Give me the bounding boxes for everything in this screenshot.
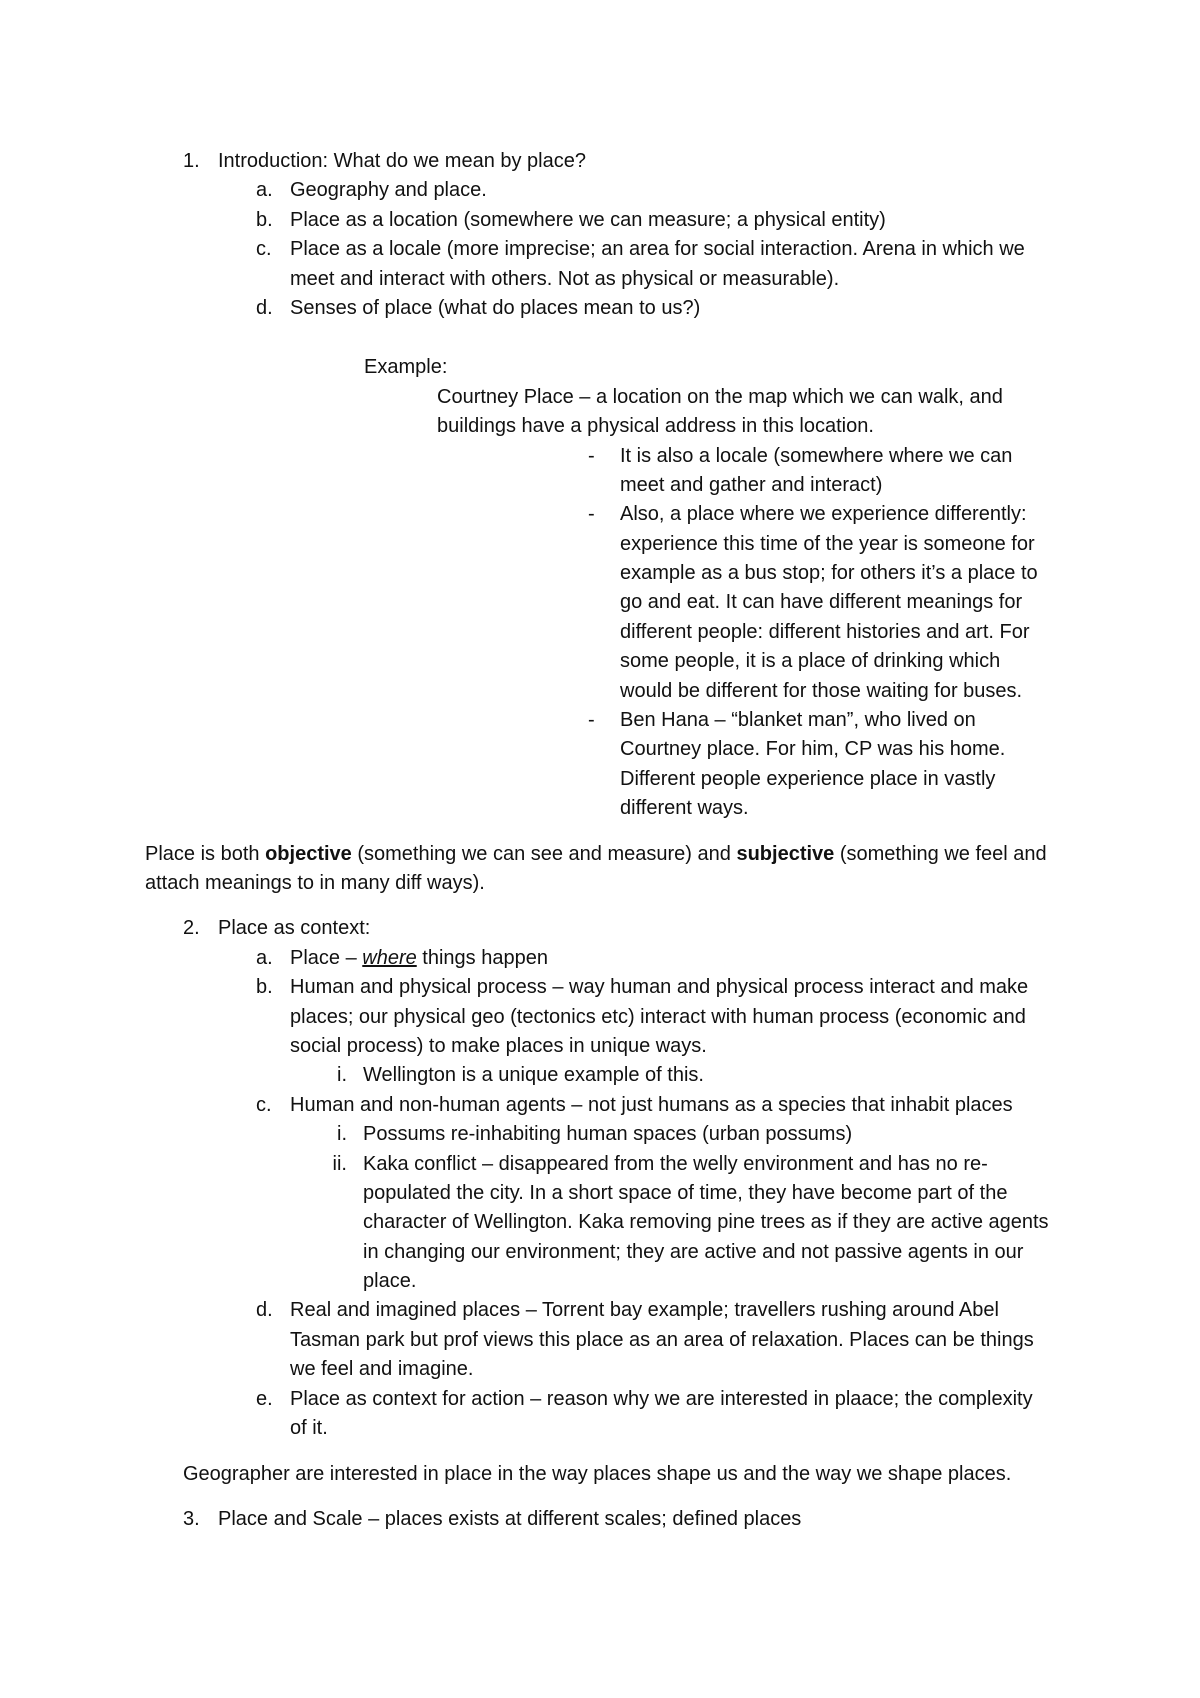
dash-point-text: Courtney place. For him, CP was his home. xyxy=(620,738,1006,761)
item-2c-ii-continuation xyxy=(0,1179,1200,1208)
list-item-text: Human and physical process – way human and physical process interact and make xyxy=(290,976,1029,999)
item-2e-line xyxy=(0,1385,1200,1414)
item-2d-continuation xyxy=(0,1355,1200,1384)
list-letter: a. xyxy=(256,946,273,969)
item-2d-continuation xyxy=(0,1326,1200,1355)
dash-point-3-continuation xyxy=(0,765,1200,794)
section-2-heading-line xyxy=(0,914,1200,943)
sub-item-text: in changing our environment; they are active and not passive agents in our xyxy=(363,1240,1024,1263)
bold-term-objective: objective xyxy=(265,842,352,865)
list-item-text: Place as a location (somewhere we can measure; a physical entity) xyxy=(290,208,886,231)
item-2a-line xyxy=(0,944,1200,973)
sub-item-text: Kaka conflict – disappeared from the welly environment and has no re- xyxy=(363,1152,988,1175)
section-3-heading-line xyxy=(0,1505,1200,1534)
list-number: 3. xyxy=(183,1507,200,1530)
item-1c-line xyxy=(0,235,1200,264)
roman-numeral: ii. xyxy=(332,1152,347,1175)
closing-note-line xyxy=(0,1460,1200,1489)
dash-point-3-line xyxy=(0,706,1200,735)
dash-point-text: Ben Hana – “blanket man”, who lived on xyxy=(620,709,976,732)
item-2e-continuation xyxy=(0,1414,1200,1443)
list-item-text: of it. xyxy=(290,1417,328,1440)
dash-point-2-continuation xyxy=(0,559,1200,588)
item-1b-line xyxy=(0,206,1200,235)
closing-note-text: Geographer are interested in place in the way places shape us and the way we shape places. xyxy=(183,1463,1012,1486)
item-1d-line xyxy=(0,294,1200,323)
list-letter: d. xyxy=(256,296,273,319)
summary-paragraph xyxy=(0,840,1200,899)
dash-point-text: some people, it is a place of drinking which xyxy=(620,650,1001,673)
summary-line xyxy=(0,869,1200,898)
example-intro-line xyxy=(0,383,1200,412)
item-2b-continuation xyxy=(0,1032,1200,1061)
dash-bullet: - xyxy=(588,709,595,732)
list-item-text: we feel and imagine. xyxy=(290,1358,474,1381)
dash-point-2-continuation xyxy=(0,618,1200,647)
list-item-text: things happen xyxy=(416,946,548,969)
dash-point-2-continuation xyxy=(0,677,1200,706)
example-label: Example: xyxy=(364,356,448,379)
summary-text: attach meanings to in many diff ways). xyxy=(145,871,485,894)
summary-line xyxy=(0,840,1200,869)
dash-point-text: It is also a locale (somewhere where we can xyxy=(620,444,1013,467)
list-number: 2. xyxy=(183,917,200,940)
item-2b-i-line xyxy=(0,1061,1200,1090)
dash-point-1-continuation xyxy=(0,471,1200,500)
dash-point-2-continuation xyxy=(0,530,1200,559)
sub-item-text: Wellington is a unique example of this. xyxy=(363,1064,704,1087)
list-letter: b. xyxy=(256,208,273,231)
emphasized-word: where xyxy=(362,946,417,969)
dash-point-text: Also, a place where we experience differently: xyxy=(620,503,1027,526)
list-number: 1. xyxy=(183,150,200,172)
dash-point-text: different people: different histories and art. For xyxy=(620,620,1030,643)
list-item-text: Place as a locale (more imprecise; an area for social interaction. Arena in which we xyxy=(290,238,1025,261)
summary-text: Place is both xyxy=(145,842,266,865)
item-2b-line xyxy=(0,973,1200,1002)
example-intro-line xyxy=(0,412,1200,441)
closing-note-paragraph xyxy=(0,1460,1200,1489)
dash-point-text: Different people experience place in vastly xyxy=(620,767,996,790)
dash-point-text: go and eat. It can have different meanings for xyxy=(620,591,1023,614)
item-2c-ii-continuation xyxy=(0,1267,1200,1296)
list-item-text: Place as context for action – reason why we are interested in plaace; the complexity xyxy=(290,1387,1033,1410)
dash-bullet: - xyxy=(588,444,595,467)
section-1-heading-line xyxy=(0,147,1200,176)
list-item-text: meet and interact with others. Not as physical or measurable). xyxy=(290,267,840,290)
summary-text: (something we can see and measure) and xyxy=(351,842,737,865)
example-intro-text: Courtney Place – a location on the map which we can walk, and xyxy=(437,385,1003,408)
list-letter: e. xyxy=(256,1387,273,1410)
section-heading-text: Introduction: What do we mean by place? xyxy=(218,150,586,172)
item-1a-line xyxy=(0,176,1200,205)
list-letter: c. xyxy=(256,1093,272,1116)
roman-numeral: i. xyxy=(337,1123,347,1146)
sub-item-text: place. xyxy=(363,1270,417,1293)
list-letter: a. xyxy=(256,179,273,202)
item-2c-ii-continuation xyxy=(0,1238,1200,1267)
item-1c-continuation xyxy=(0,265,1200,294)
item-2c-ii-continuation xyxy=(0,1208,1200,1237)
sub-item-text: populated the city. In a short space of time, they have become part of the xyxy=(363,1181,1008,1204)
sub-item-text: Possums re-inhabiting human spaces (urban possums) xyxy=(363,1123,853,1146)
list-item-text: Place – xyxy=(290,946,363,969)
item-2c-i-line xyxy=(0,1120,1200,1149)
dash-point-2-continuation xyxy=(0,588,1200,617)
example-label-line xyxy=(0,353,1200,382)
dash-point-text: experience this time of the year is someone for xyxy=(620,532,1035,555)
section-2 xyxy=(0,914,1200,1443)
list-item-text: Geography and place. xyxy=(290,179,487,202)
dash-point-text: different ways. xyxy=(620,797,749,820)
example-intro-text: buildings have a physical address in this location. xyxy=(437,415,874,438)
dash-point-2-line xyxy=(0,500,1200,529)
list-letter: d. xyxy=(256,1299,273,1322)
dash-bullet: - xyxy=(588,503,595,526)
list-item-text: Human and non-human agents – not just humans as a species that inhabit places xyxy=(290,1093,1013,1116)
section-heading-text: Place and Scale – places exists at different scales; defined places xyxy=(218,1507,802,1530)
section-heading-text: Place as context: xyxy=(218,917,371,940)
list-item-text: Real and imagined places – Torrent bay example; travellers rushing around Abel xyxy=(290,1299,999,1322)
roman-numeral: i. xyxy=(337,1064,347,1087)
document-body xyxy=(0,147,1200,1534)
dash-point-text: would be different for those waiting for buses. xyxy=(620,679,1023,702)
dash-point-3-continuation xyxy=(0,735,1200,764)
example-block xyxy=(0,353,1200,823)
item-2c-ii-line xyxy=(0,1150,1200,1179)
section-3 xyxy=(0,1505,1200,1534)
section-1 xyxy=(0,147,1200,323)
dash-point-2-continuation xyxy=(0,647,1200,676)
list-item-text: places; our physical geo (tectonics etc) interact with human process (economic and xyxy=(290,1005,1026,1028)
list-item-text: Senses of place (what do places mean to us?) xyxy=(290,296,701,319)
dash-point-1-line xyxy=(0,442,1200,471)
list-item-text: social process) to make places in unique ways. xyxy=(290,1034,707,1057)
sub-item-text: character of Wellington. Kaka removing pine trees as if they are active agents xyxy=(363,1211,1049,1234)
list-letter: c. xyxy=(256,238,272,261)
list-letter: b. xyxy=(256,976,273,999)
item-2b-continuation xyxy=(0,1003,1200,1032)
item-2d-line xyxy=(0,1296,1200,1325)
list-item-text: Tasman park but prof views this place as an area of relaxation. Places can be things xyxy=(290,1328,1034,1351)
dash-point-3-continuation xyxy=(0,794,1200,823)
item-2c-line xyxy=(0,1091,1200,1120)
dash-point-text: meet and gather and interact) xyxy=(620,473,883,496)
dash-point-text: example as a bus stop; for others it’s a place to xyxy=(620,562,1038,585)
summary-text: (something we feel and xyxy=(834,842,1047,865)
bold-term-subjective: subjective xyxy=(736,842,835,865)
